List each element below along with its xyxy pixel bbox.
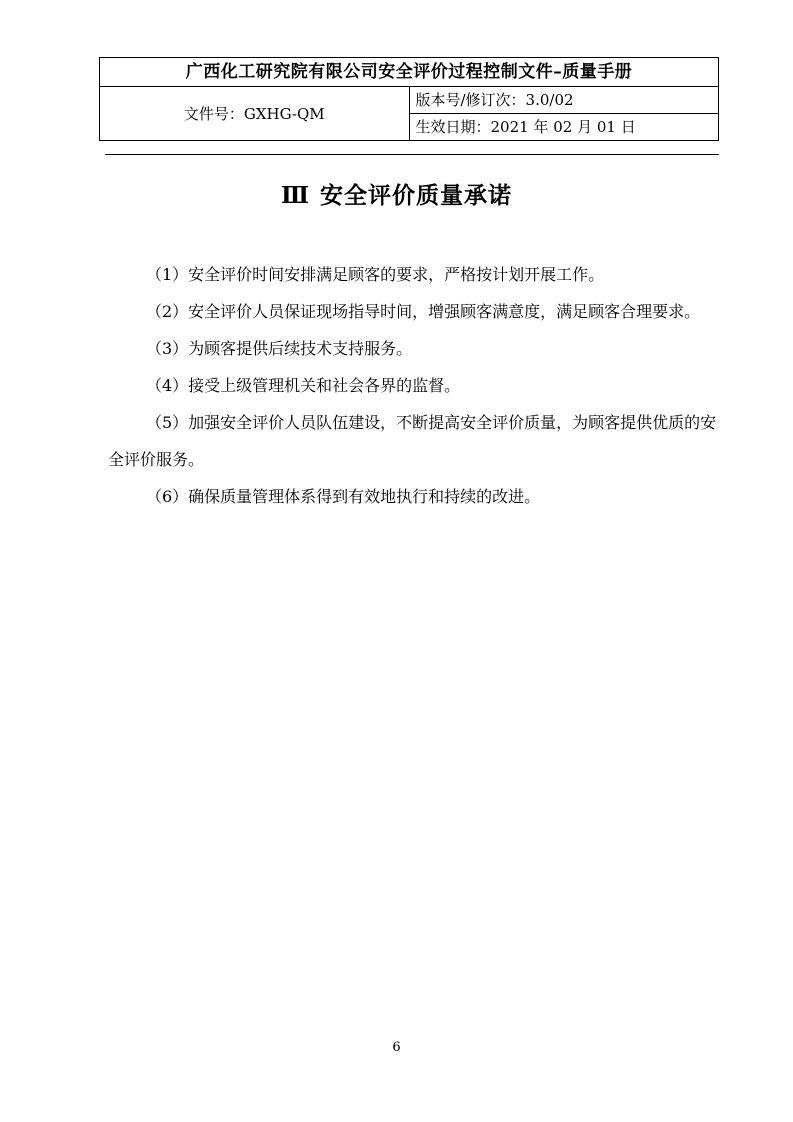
section-title: 安全评价质量承诺 (320, 182, 512, 209)
section-heading (0, 178, 793, 214)
commitment-item: （4）接受上级管理机关和社会各界的监督。 (146, 376, 461, 395)
commitment-item: （3）为顾客提供后续技术支持服务。 (146, 339, 413, 358)
commitment-item: （1）安全评价时间安排满足顾客的要求，严格按计划开展工作。 (146, 265, 605, 284)
document-number: 文件号：GXHG-QM (100, 87, 410, 141)
document-header-title: 广西化工研究院有限公司安全评价过程控制文件–质量手册 (100, 58, 719, 87)
version-revision: 版本号/修订次：3.0/02 (409, 87, 719, 114)
commitment-item: （6）确保质量管理体系得到有效地执行和持续的改进。 (146, 487, 541, 506)
commitment-list (108, 256, 720, 515)
page-number: 6 (392, 1040, 401, 1055)
header-divider (105, 154, 719, 155)
commitment-item: （2）安全评价人员保证现场指导时间，增强顾客满意度，满足顾客合理要求。 (146, 302, 701, 321)
commitment-item: （5）加强安全评价人员队伍建设，不断提高安全评价质量，为顾客提供优质的安全评价服务。 (108, 413, 717, 469)
effective-date: 生效日期：2021 年 02 月 01 日 (409, 114, 719, 141)
section-numeral: Ⅲ (280, 182, 310, 209)
document-header-table (99, 57, 719, 141)
